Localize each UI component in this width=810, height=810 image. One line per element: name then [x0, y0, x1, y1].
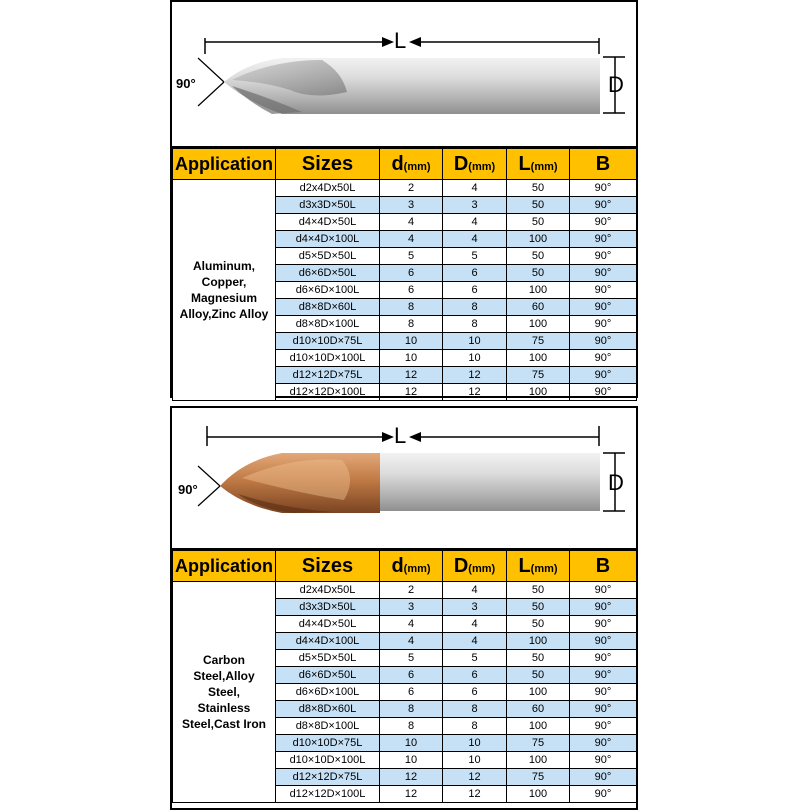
- d-cell: 6: [380, 667, 443, 684]
- L-cell: 75: [507, 769, 570, 786]
- size-cell: d10×10D×100L: [276, 350, 380, 367]
- B-cell: 90°: [570, 633, 637, 650]
- d-cell: 8: [380, 316, 443, 333]
- B-cell: 90°: [570, 248, 637, 265]
- table-header-row: [173, 551, 637, 582]
- L-cell: 50: [507, 650, 570, 667]
- header-sizes: Sizes: [276, 149, 380, 180]
- L-cell: 100: [507, 316, 570, 333]
- L-cell: 50: [507, 667, 570, 684]
- size-cell: d3x3D×50L: [276, 599, 380, 616]
- size-cell: d4×4D×100L: [276, 231, 380, 248]
- L-cell: 100: [507, 350, 570, 367]
- D-cell: 4: [443, 231, 507, 248]
- L-cell: 50: [507, 616, 570, 633]
- B-cell: 90°: [570, 735, 637, 752]
- L-cell: 50: [507, 265, 570, 282]
- B-cell: 90°: [570, 350, 637, 367]
- spec-table-2: [172, 550, 637, 803]
- header-B: B: [570, 149, 637, 180]
- chamfer-tool-diagram: [172, 2, 636, 146]
- d-cell: 4: [380, 616, 443, 633]
- tool-drawing-1: [172, 2, 636, 148]
- size-cell: d2x4Dx50L: [276, 582, 380, 599]
- L-cell: 50: [507, 582, 570, 599]
- d-cell: 4: [380, 214, 443, 231]
- angle-label: 90°: [178, 482, 198, 497]
- L-cell: 50: [507, 214, 570, 231]
- size-cell: d10×10D×75L: [276, 735, 380, 752]
- B-cell: 90°: [570, 299, 637, 316]
- d-cell: 10: [380, 752, 443, 769]
- d-cell: 2: [380, 582, 443, 599]
- D-cell: 4: [443, 180, 507, 197]
- d-cell: 4: [380, 633, 443, 650]
- header-D: D(mm): [443, 551, 507, 582]
- header-d: d(mm): [380, 551, 443, 582]
- L-cell: 75: [507, 367, 570, 384]
- length-symbol: L: [394, 28, 407, 53]
- D-cell: 6: [443, 684, 507, 701]
- d-cell: 12: [380, 786, 443, 803]
- D-cell: 6: [443, 265, 507, 282]
- product-panel-2: [170, 406, 638, 810]
- D-cell: 5: [443, 650, 507, 667]
- d-cell: 12: [380, 769, 443, 786]
- size-cell: d6×6D×100L: [276, 282, 380, 299]
- d-cell: 6: [380, 282, 443, 299]
- d-cell: 12: [380, 367, 443, 384]
- B-cell: 90°: [570, 214, 637, 231]
- D-cell: 10: [443, 350, 507, 367]
- d-cell: 8: [380, 701, 443, 718]
- L-cell: 100: [507, 684, 570, 701]
- size-cell: d5×5D×50L: [276, 248, 380, 265]
- L-cell: 50: [507, 248, 570, 265]
- B-cell: 90°: [570, 197, 637, 214]
- D-cell: 10: [443, 333, 507, 350]
- L-cell: 100: [507, 786, 570, 803]
- header-B: B: [570, 551, 637, 582]
- B-cell: 90°: [570, 684, 637, 701]
- D-cell: 12: [443, 367, 507, 384]
- application-materials: Aluminum, Copper, Magnesium Alloy,Zinc Alloy: [173, 180, 276, 401]
- B-cell: 90°: [570, 718, 637, 735]
- D-cell: 3: [443, 197, 507, 214]
- L-cell: 100: [507, 752, 570, 769]
- B-cell: 90°: [570, 316, 637, 333]
- d-cell: 5: [380, 650, 443, 667]
- size-cell: d6×6D×50L: [276, 265, 380, 282]
- d-cell: 8: [380, 299, 443, 316]
- header-sizes: Sizes: [276, 551, 380, 582]
- L-cell: 75: [507, 333, 570, 350]
- D-cell: 4: [443, 616, 507, 633]
- size-cell: d2x4Dx50L: [276, 180, 380, 197]
- diameter-symbol: D: [608, 470, 624, 495]
- size-cell: d6×6D×100L: [276, 684, 380, 701]
- size-cell: d4×4D×100L: [276, 633, 380, 650]
- size-cell: d5×5D×50L: [276, 650, 380, 667]
- B-cell: 90°: [570, 384, 637, 401]
- d-cell: 5: [380, 248, 443, 265]
- D-cell: 8: [443, 718, 507, 735]
- length-symbol: L: [394, 423, 407, 448]
- table-row: [173, 180, 637, 197]
- B-cell: 90°: [570, 599, 637, 616]
- size-cell: d8×8D×60L: [276, 299, 380, 316]
- d-cell: 10: [380, 333, 443, 350]
- header-L: L(mm): [507, 551, 570, 582]
- D-cell: 12: [443, 384, 507, 401]
- header-application: Application: [173, 149, 276, 180]
- L-cell: 60: [507, 299, 570, 316]
- L-cell: 100: [507, 231, 570, 248]
- size-cell: d4×4D×50L: [276, 214, 380, 231]
- D-cell: 4: [443, 633, 507, 650]
- D-cell: 6: [443, 667, 507, 684]
- d-cell: 6: [380, 684, 443, 701]
- d-cell: 4: [380, 231, 443, 248]
- B-cell: 90°: [570, 231, 637, 248]
- B-cell: 90°: [570, 582, 637, 599]
- d-cell: 8: [380, 718, 443, 735]
- size-cell: d8×8D×100L: [276, 316, 380, 333]
- D-cell: 4: [443, 582, 507, 599]
- L-cell: 50: [507, 180, 570, 197]
- L-cell: 100: [507, 633, 570, 650]
- L-cell: 100: [507, 282, 570, 299]
- B-cell: 90°: [570, 333, 637, 350]
- D-cell: 8: [443, 701, 507, 718]
- size-cell: d12×12D×75L: [276, 769, 380, 786]
- size-cell: d6×6D×50L: [276, 667, 380, 684]
- D-cell: 12: [443, 769, 507, 786]
- size-cell: d3x3D×50L: [276, 197, 380, 214]
- D-cell: 8: [443, 316, 507, 333]
- size-cell: d12×12D×100L: [276, 786, 380, 803]
- L-cell: 100: [507, 384, 570, 401]
- B-cell: 90°: [570, 282, 637, 299]
- D-cell: 6: [443, 282, 507, 299]
- size-cell: d8×8D×60L: [276, 701, 380, 718]
- B-cell: 90°: [570, 180, 637, 197]
- B-cell: 90°: [570, 367, 637, 384]
- B-cell: 90°: [570, 701, 637, 718]
- table-body: [173, 582, 637, 803]
- d-cell: 6: [380, 265, 443, 282]
- d-cell: 3: [380, 599, 443, 616]
- B-cell: 90°: [570, 769, 637, 786]
- L-cell: 75: [507, 735, 570, 752]
- D-cell: 3: [443, 599, 507, 616]
- size-cell: d12×12D×75L: [276, 367, 380, 384]
- D-cell: 5: [443, 248, 507, 265]
- L-cell: 60: [507, 701, 570, 718]
- D-cell: 12: [443, 786, 507, 803]
- diameter-symbol: D: [608, 72, 624, 97]
- header-d: d(mm): [380, 149, 443, 180]
- spec-table-1: [172, 148, 637, 401]
- d-cell: 3: [380, 197, 443, 214]
- L-cell: 50: [507, 197, 570, 214]
- L-cell: 100: [507, 718, 570, 735]
- size-cell: d8×8D×100L: [276, 718, 380, 735]
- application-materials: Carbon Steel,Alloy Steel, Stainless Steel,Cast Iron: [173, 582, 276, 803]
- D-cell: 10: [443, 752, 507, 769]
- D-cell: 8: [443, 299, 507, 316]
- B-cell: 90°: [570, 616, 637, 633]
- L-cell: 50: [507, 599, 570, 616]
- product-panel-1: [170, 0, 638, 398]
- D-cell: 4: [443, 214, 507, 231]
- size-cell: d10×10D×75L: [276, 333, 380, 350]
- d-cell: 2: [380, 180, 443, 197]
- size-cell: d4×4D×50L: [276, 616, 380, 633]
- header-D: D(mm): [443, 149, 507, 180]
- angle-label: 90°: [176, 76, 196, 91]
- header-application: Application: [173, 551, 276, 582]
- size-cell: d12×12D×100L: [276, 384, 380, 401]
- table-body: [173, 180, 637, 401]
- B-cell: 90°: [570, 667, 637, 684]
- d-cell: 10: [380, 735, 443, 752]
- B-cell: 90°: [570, 786, 637, 803]
- D-cell: 10: [443, 735, 507, 752]
- header-L: L(mm): [507, 149, 570, 180]
- size-cell: d10×10D×100L: [276, 752, 380, 769]
- table-row: [173, 582, 637, 599]
- B-cell: 90°: [570, 265, 637, 282]
- tool-drawing-2: [172, 408, 636, 550]
- B-cell: 90°: [570, 650, 637, 667]
- B-cell: 90°: [570, 752, 637, 769]
- table-header-row: [173, 149, 637, 180]
- d-cell: 10: [380, 350, 443, 367]
- d-cell: 12: [380, 384, 443, 401]
